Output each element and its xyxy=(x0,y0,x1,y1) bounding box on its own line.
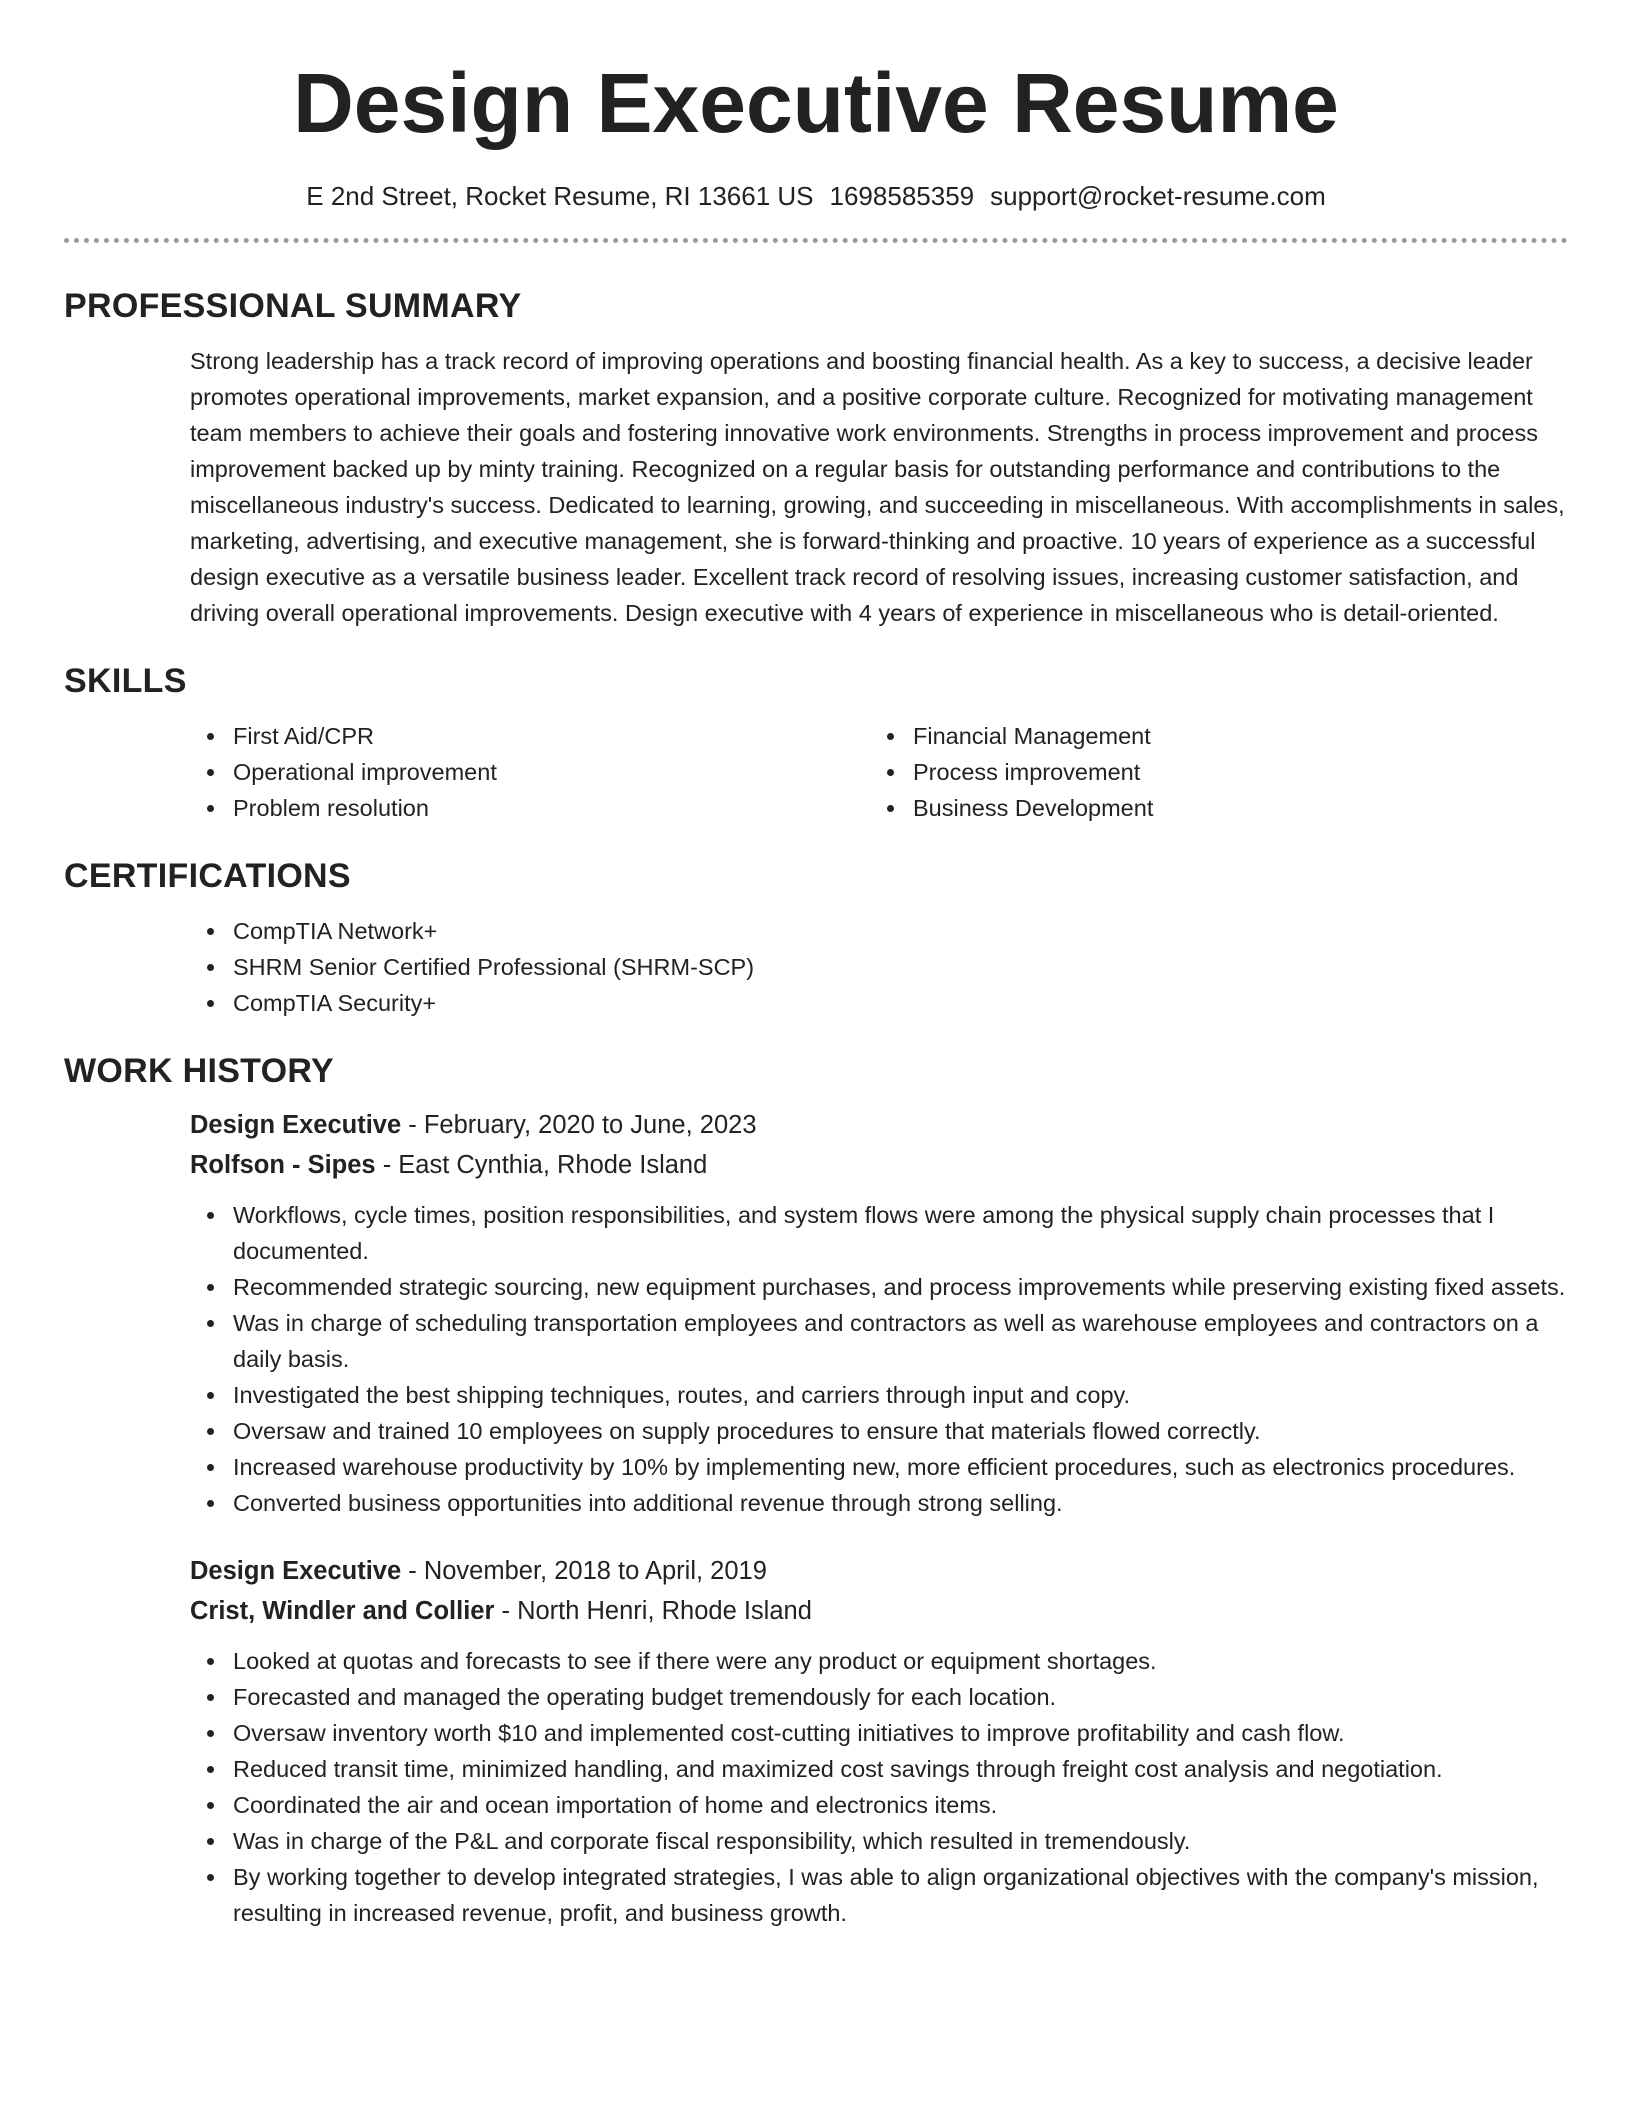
job-company-line xyxy=(190,1145,1568,1185)
job-bullets xyxy=(190,1643,1568,1931)
skills-column-left xyxy=(190,718,870,826)
job-bullet: Was in charge of scheduling transportation employees and contractors as well as warehouse employees and contractors on a daily basis. xyxy=(190,1305,1580,1377)
job-company: Crist, Windler and Collier xyxy=(190,1597,495,1625)
certifications-list xyxy=(190,913,1568,1021)
job-title-line xyxy=(190,1551,1568,1591)
job-dates: - November, 2018 to April, 2019 xyxy=(401,1557,767,1585)
skills-column-right xyxy=(870,718,1550,826)
job-role: Design Executive xyxy=(190,1557,402,1585)
job-bullet: Investigated the best shipping techniques, routes, and carriers through input and copy. xyxy=(190,1377,1580,1413)
contact-address: E 2nd Street, Rocket Resume, RI 13661 US xyxy=(306,181,814,211)
skill-item: Problem resolution xyxy=(190,790,870,826)
resume-page xyxy=(64,0,1568,1931)
certification-item: CompTIA Security+ xyxy=(190,985,1568,1021)
job-bullet: Reduced transit time, minimized handling, and maximized cost savings through freight cost analysis and negotiation. xyxy=(190,1751,1580,1787)
summary-heading: PROFESSIONAL SUMMARY xyxy=(64,287,522,325)
certification-item: SHRM Senior Certified Professional (SHRM-SCP) xyxy=(190,949,1568,985)
job-entry xyxy=(190,1105,1568,1185)
job-bullet: Oversaw and trained 10 employees on supply procedures to ensure that materials flowed correctly. xyxy=(190,1413,1580,1449)
job-bullet: Workflows, cycle times, position responsibilities, and system flows were among the physical supply chain processes that I documented. xyxy=(190,1197,1580,1269)
job-company: Rolfson - Sipes xyxy=(190,1151,376,1179)
summary-text: Strong leadership has a track record of improving operations and boosting financial health. As a key to success, a decisive leader promotes operational improvements, market expansion, and a positive corporate culture. Recognized for motivating management team members to achieve their goals and fostering innovative work environments. Strengths in process improvement and process improvement backed up by minty training. Recognized on a regular basis for outstanding performance and contributions to the miscellaneous industry's success. Dedicated to learning, growing, and succeeding in miscellaneous. With accomplishments in sales, marketing, advertising, and executive management, she is forward-thinking and proactive. 10 years of experience as a successful design executive as a versatile business leader. Excellent track record of resolving issues, increasing customer satisfaction, and driving overall operational improvements. Design executive with 4 years of experience in miscellaneous who is detail-oriented. xyxy=(190,348,1565,626)
resume-title: Design Executive Resume xyxy=(293,56,1339,150)
job-location: - East Cynthia, Rhode Island xyxy=(375,1151,708,1179)
contact-email: support@rocket-resume.com xyxy=(990,181,1326,211)
contact-phone: 1698585359 xyxy=(829,181,975,211)
job-company-line xyxy=(190,1591,1568,1631)
skill-item: Process improvement xyxy=(870,754,1550,790)
skill-item: Operational improvement xyxy=(190,754,870,790)
header-divider xyxy=(64,238,1568,243)
job-bullet: Oversaw inventory worth $10 and implemented cost-cutting initiatives to improve profitability and cash flow. xyxy=(190,1715,1580,1751)
job-bullets xyxy=(190,1197,1568,1521)
skill-item: Financial Management xyxy=(870,718,1550,754)
job-role: Design Executive xyxy=(190,1111,402,1139)
job-bullet: Looked at quotas and forecasts to see if there were any product or equipment shortages. xyxy=(190,1643,1580,1679)
job-title-line xyxy=(190,1105,1568,1145)
skills-list xyxy=(190,718,1568,826)
skill-item: First Aid/CPR xyxy=(190,718,870,754)
job-bullet: Recommended strategic sourcing, new equipment purchases, and process improvements while preserving existing fixed assets. xyxy=(190,1269,1580,1305)
certifications-heading: CERTIFICATIONS xyxy=(64,857,351,895)
skill-item: Business Development xyxy=(870,790,1550,826)
job-bullet: Forecasted and managed the operating budget tremendously for each location. xyxy=(190,1679,1580,1715)
job-bullet: Was in charge of the P&L and corporate fiscal responsibility, which resulted in tremendously. xyxy=(190,1823,1580,1859)
certification-item: CompTIA Network+ xyxy=(190,913,1568,949)
job-bullet: Coordinated the air and ocean importation of home and electronics items. xyxy=(190,1787,1580,1823)
skills-heading: SKILLS xyxy=(64,662,187,700)
contact-line xyxy=(64,178,1568,214)
job-bullet: Converted business opportunities into additional revenue through strong selling. xyxy=(190,1485,1580,1521)
job-entry xyxy=(190,1551,1568,1631)
job-bullet: Increased warehouse productivity by 10% by implementing new, more efficient procedures, such as electronics procedures. xyxy=(190,1449,1580,1485)
job-dates: - February, 2020 to June, 2023 xyxy=(401,1111,757,1139)
job-location: - North Henri, Rhode Island xyxy=(494,1597,812,1625)
job-bullet: By working together to develop integrated strategies, I was able to align organizational objectives with the company's mission, resulting in increased revenue, profit, and business growth. xyxy=(190,1859,1580,1931)
work-history-heading: WORK HISTORY xyxy=(64,1052,334,1090)
